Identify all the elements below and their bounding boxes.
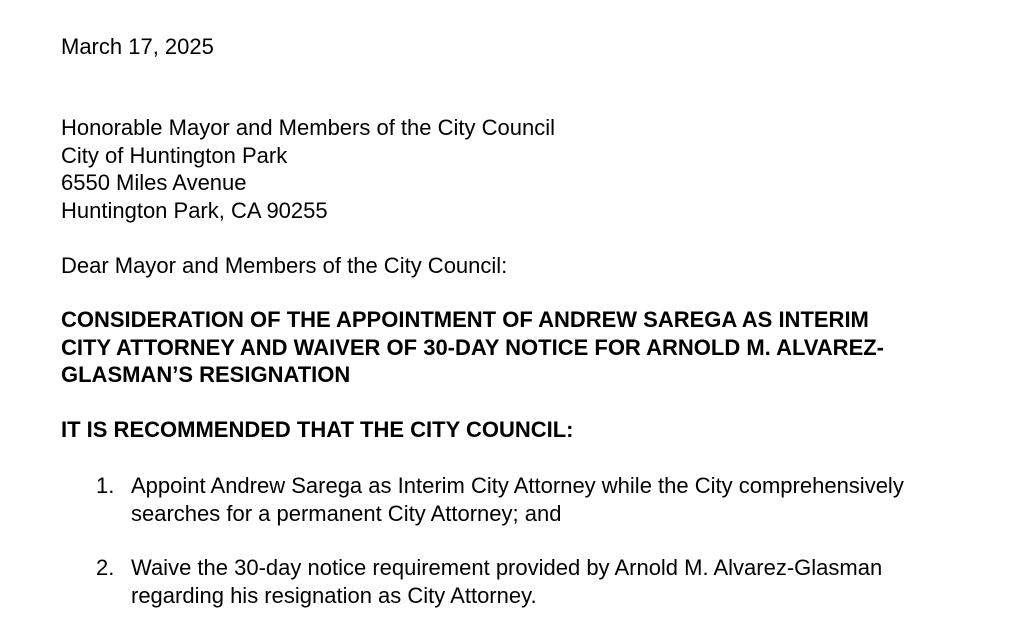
recommendation-heading: IT IS RECOMMENDED THAT THE CITY COUNCIL: [61, 417, 574, 442]
recommendation-line: Waive the 30-day notice requirement provided by Arnold M. Alvarez-Glasman [131, 555, 883, 580]
subject-line: CITY ATTORNEY AND WAIVER OF 30-DAY NOTICE FOR ARNOLD M. ALVAREZ- [61, 334, 885, 360]
address-line: Huntington Park, CA 90255 [61, 197, 328, 223]
recommendation-number: 1. [96, 473, 115, 498]
recommendation-number: 2. [96, 555, 115, 580]
address-line: City of Huntington Park [61, 142, 288, 168]
recommendation-text [131, 472, 904, 527]
letter-date: March 17, 2025 [61, 34, 214, 59]
recipient-address [61, 114, 555, 224]
recommendation-text [131, 554, 882, 609]
address-line: Honorable Mayor and Members of the City Council [61, 115, 556, 140]
recommendation-line: searches for a permanent City Attorney; and [131, 500, 562, 526]
recommendation-line: regarding his resignation as City Attorney. [131, 582, 537, 608]
address-line: 6550 Miles Avenue [61, 170, 247, 195]
salutation: Dear Mayor and Members of the City Council: [61, 253, 508, 278]
subject-line: GLASMAN’S RESIGNATION [61, 362, 351, 387]
subject-heading [61, 306, 884, 389]
recommendation-line: Appoint Andrew Sarega as Interim City Attorney while the City comprehensively [131, 473, 904, 498]
subject-line: CONSIDERATION OF THE APPOINTMENT OF ANDREW SAREGA AS INTERIM [61, 307, 869, 332]
